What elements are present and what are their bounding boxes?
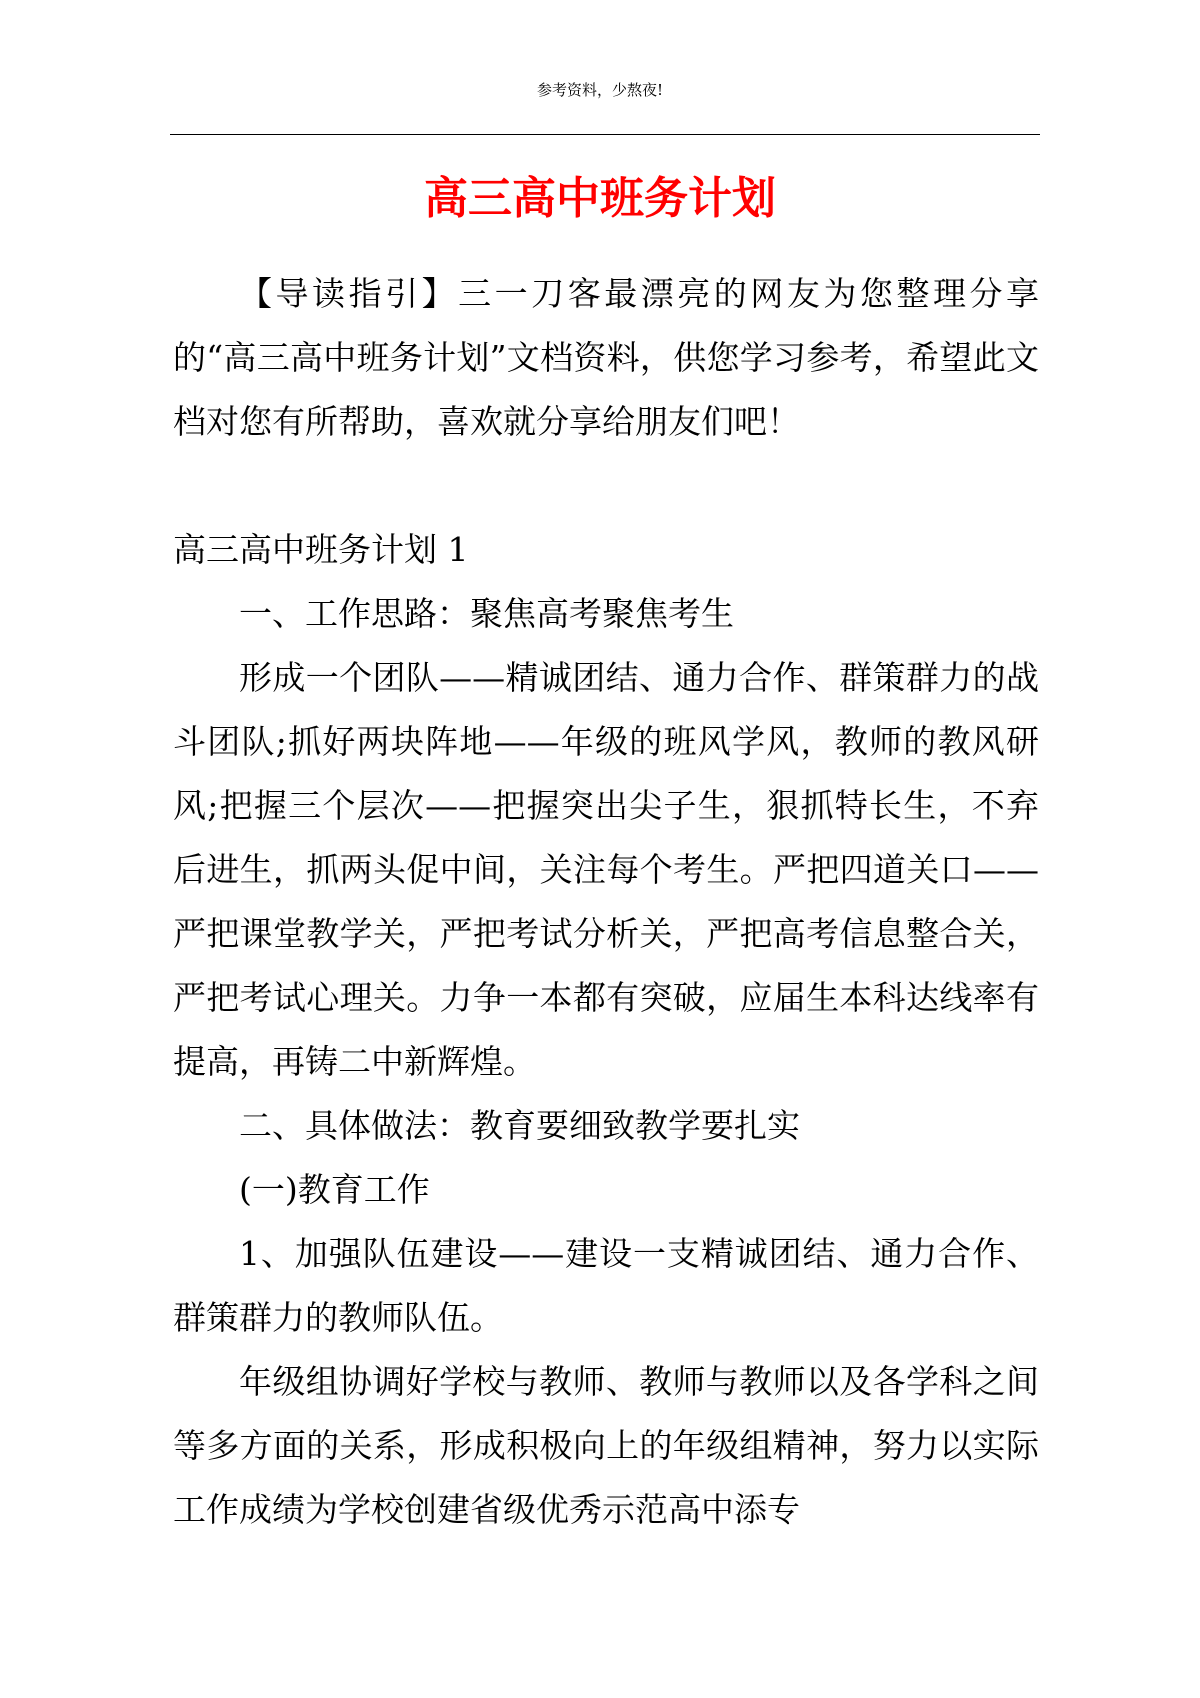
paragraph: 一、工作思路：聚焦高考聚焦考生	[239, 594, 734, 633]
intro-paragraph: 【导读指引】三一刀客最漂亮的网友为您整理分享的“高三高中班务计划”文档资料，供您学习参考，希望此文档对您有所帮助，喜欢就分享给朋友们吧！	[173, 274, 1039, 441]
paragraph: 年级组协调好学校与教师、教师与教师以及各学科之间等多方面的关系，形成积极向上的年级组精神，努力以实际工作成绩为学校创建省级优秀示范高中添专	[173, 1362, 1039, 1529]
paragraph: 1、加强队伍建设——建设一支精诚团结、通力合作、群策群力的教师队伍。	[173, 1234, 1039, 1337]
section-heading: 高三高中班务计划 1	[173, 530, 469, 569]
intro-section	[173, 262, 1039, 454]
paragraph: 形成一个团队——精诚团结、通力合作、群策群力的战斗团队;抓好两块阵地——年级的班风学风，教师的教风研风;把握三个层次——把握突出尖子生，狠抓特长生，不弃后进生，抓两头促中间，关注每个考生。严把四道关口——严把课堂教学关，严把考试分析关，严把高考信息整合关，严把考试心理关。力争一本都有突破，应届生本科达线率有提高，再铸二中新辉煌。	[173, 658, 1039, 1081]
plan-content	[173, 518, 1039, 1542]
page-header-note: 参考资料，少熬夜!	[536, 81, 664, 99]
document-title: 高三高中班务计划	[424, 173, 776, 225]
paragraph: 二、具体做法：教育要细致教学要扎实	[239, 1106, 800, 1145]
header-divider	[170, 134, 1040, 135]
paragraph: (一)教育工作	[239, 1170, 430, 1209]
